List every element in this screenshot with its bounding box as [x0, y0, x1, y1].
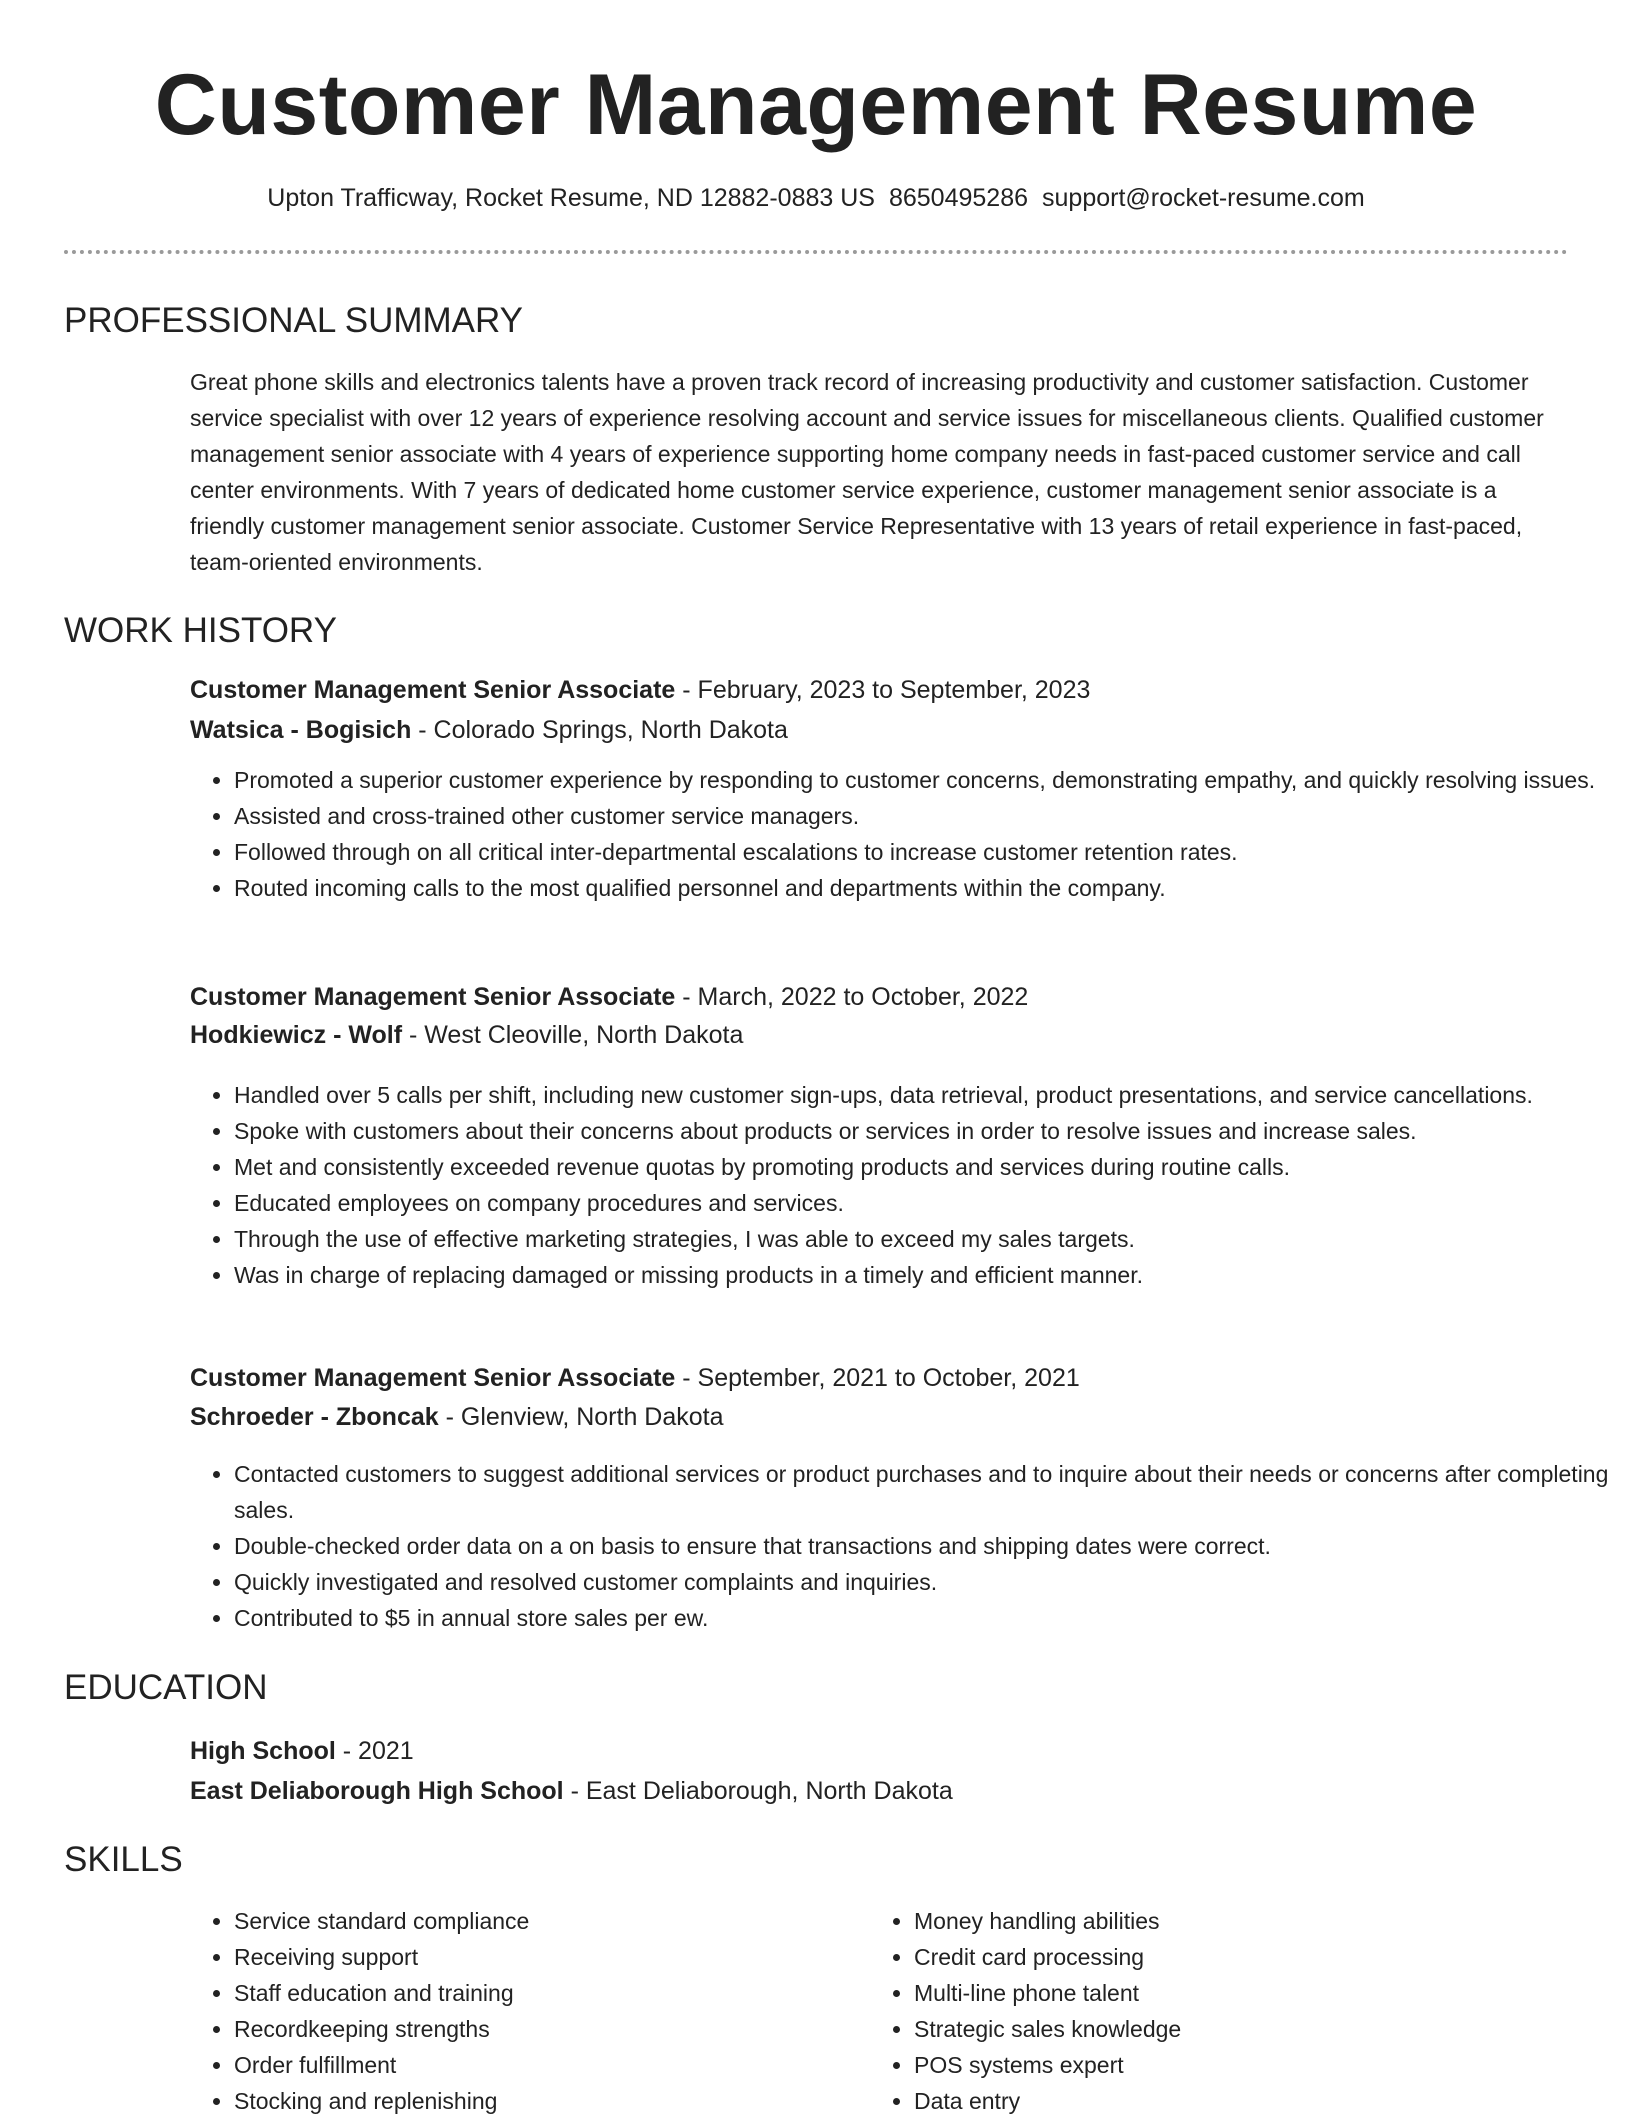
- job-title-line: [190, 978, 1570, 1016]
- skill-item: • POS systems expert: [914, 2047, 1514, 2083]
- list-item: • Followed through on all critical inter-departmental escalations to increase customer retention rates.: [234, 834, 1614, 870]
- skill-item: • Order fulfillment: [234, 2047, 834, 2083]
- job-dates: - February, 2023 to September, 2023: [675, 676, 1091, 704]
- skill-item: • Stocking and replenishing: [234, 2083, 834, 2119]
- job-company-line: [190, 1016, 1570, 1054]
- work-history-heading: WORK HISTORY: [64, 611, 337, 650]
- list-item: • Assisted and cross-trained other customer service managers.: [234, 798, 1614, 834]
- list-item: • Contributed to $5 in annual store sales per ew.: [234, 1600, 1614, 1636]
- job-location: - Colorado Springs, North Dakota: [411, 716, 788, 744]
- list-item: • Handled over 5 calls per shift, including new customer sign-ups, data retrieval, product presentations, and service cancellations.: [234, 1077, 1614, 1113]
- list-item: • Spoke with customers about their concerns about products or services in order to resolve issues and increase sales.: [234, 1113, 1614, 1149]
- job-location: - Glenview, North Dakota: [438, 1403, 724, 1431]
- skill-item: • Credit card processing: [914, 1939, 1514, 1975]
- skill-item: • Receiving support: [234, 1939, 834, 1975]
- list-item: • Double-checked order data on a on basis to ensure that transactions and shipping dates were correct.: [234, 1528, 1614, 1564]
- skill-item: • Strategic sales knowledge: [914, 2011, 1514, 2047]
- job-bullets: [190, 762, 1614, 906]
- job-company: Watsica - Bogisich: [190, 716, 412, 744]
- skill-item: • Service standard compliance: [234, 1903, 834, 1939]
- job-bullets: [190, 1456, 1614, 1636]
- job-company-line: [190, 1398, 1570, 1436]
- list-item: • Met and consistently exceeded revenue quotas by promoting products and services during routine calls.: [234, 1149, 1614, 1185]
- skills-heading: SKILLS: [64, 1840, 183, 1879]
- skills-list-left: [190, 1903, 834, 2119]
- job-title-line: [190, 1359, 1570, 1397]
- skill-item: • Money handling abilities: [914, 1903, 1514, 1939]
- job-location: - West Cleoville, North Dakota: [402, 1021, 744, 1049]
- contact-email: support@rocket-resume.com: [1042, 184, 1365, 212]
- list-item: • Educated employees on company procedures and services.: [234, 1185, 1614, 1221]
- contact-line: [0, 180, 1632, 216]
- education-school: East Deliaborough High School: [190, 1777, 564, 1805]
- job-title: Customer Management Senior Associate: [190, 1364, 676, 1392]
- job-title: Customer Management Senior Associate: [190, 676, 676, 704]
- summary-text: Great phone skills and electronics talents have a proven track record of increasing productivity and customer satisfaction. Customer service specialist with over 12 years of experience resolving account and service issues for miscellaneous clients. Qualified customer management senior associate with 4 years of experience supporting home company needs in fast-paced customer service and call center environments. With 7 years of dedicated home customer service experience, customer management senior associate is a friendly customer management senior associate. Customer Service Representative with 13 years of retail experience in fast-paced, team-oriented environments.: [190, 369, 1544, 575]
- summary-heading: PROFESSIONAL SUMMARY: [64, 301, 523, 340]
- education-year: - 2021: [335, 1737, 414, 1765]
- education-heading: EDUCATION: [64, 1668, 268, 1707]
- education-degree-line: [190, 1732, 1570, 1770]
- job-title-line: [190, 671, 1570, 709]
- skill-item: • Data entry: [914, 2083, 1514, 2119]
- header-divider: [64, 250, 1568, 254]
- list-item: • Contacted customers to suggest additional services or product purchases and to inquire about their needs or concerns after completing sales.: [234, 1456, 1614, 1528]
- job-company-line: [190, 711, 1570, 749]
- skills-list-right: [870, 1903, 1514, 2119]
- list-item: • Routed incoming calls to the most qualified personnel and departments within the company.: [234, 870, 1614, 906]
- job-title: Customer Management Senior Associate: [190, 983, 676, 1011]
- job-company: Schroeder - Zboncak: [190, 1403, 439, 1431]
- contact-address: Upton Trafficway, Rocket Resume, ND 12882-0883 US: [267, 184, 875, 212]
- resume-title: Customer Management Resume: [154, 57, 1478, 153]
- list-item: • Promoted a superior customer experience by responding to customer concerns, demonstrating empathy, and quickly resolving issues.: [234, 762, 1614, 798]
- skill-item: • Recordkeeping strengths: [234, 2011, 834, 2047]
- list-item: • Was in charge of replacing damaged or missing products in a timely and efficient manner.: [234, 1257, 1614, 1293]
- job-bullets: [190, 1077, 1614, 1293]
- job-dates: - September, 2021 to October, 2021: [675, 1364, 1080, 1392]
- list-item: • Through the use of effective marketing strategies, I was able to exceed my sales targets.: [234, 1221, 1614, 1257]
- education-location: - East Deliaborough, North Dakota: [563, 1777, 953, 1805]
- job-company: Hodkiewicz - Wolf: [190, 1021, 403, 1049]
- skill-item: • Staff education and training: [234, 1975, 834, 2011]
- contact-phone: 8650495286: [888, 184, 1029, 212]
- job-dates: - March, 2022 to October, 2022: [675, 983, 1029, 1011]
- education-degree: High School: [190, 1737, 336, 1765]
- list-item: • Quickly investigated and resolved customer complaints and inquiries.: [234, 1564, 1614, 1600]
- skill-item: • Multi-line phone talent: [914, 1975, 1514, 2011]
- education-school-line: [190, 1772, 1570, 1810]
